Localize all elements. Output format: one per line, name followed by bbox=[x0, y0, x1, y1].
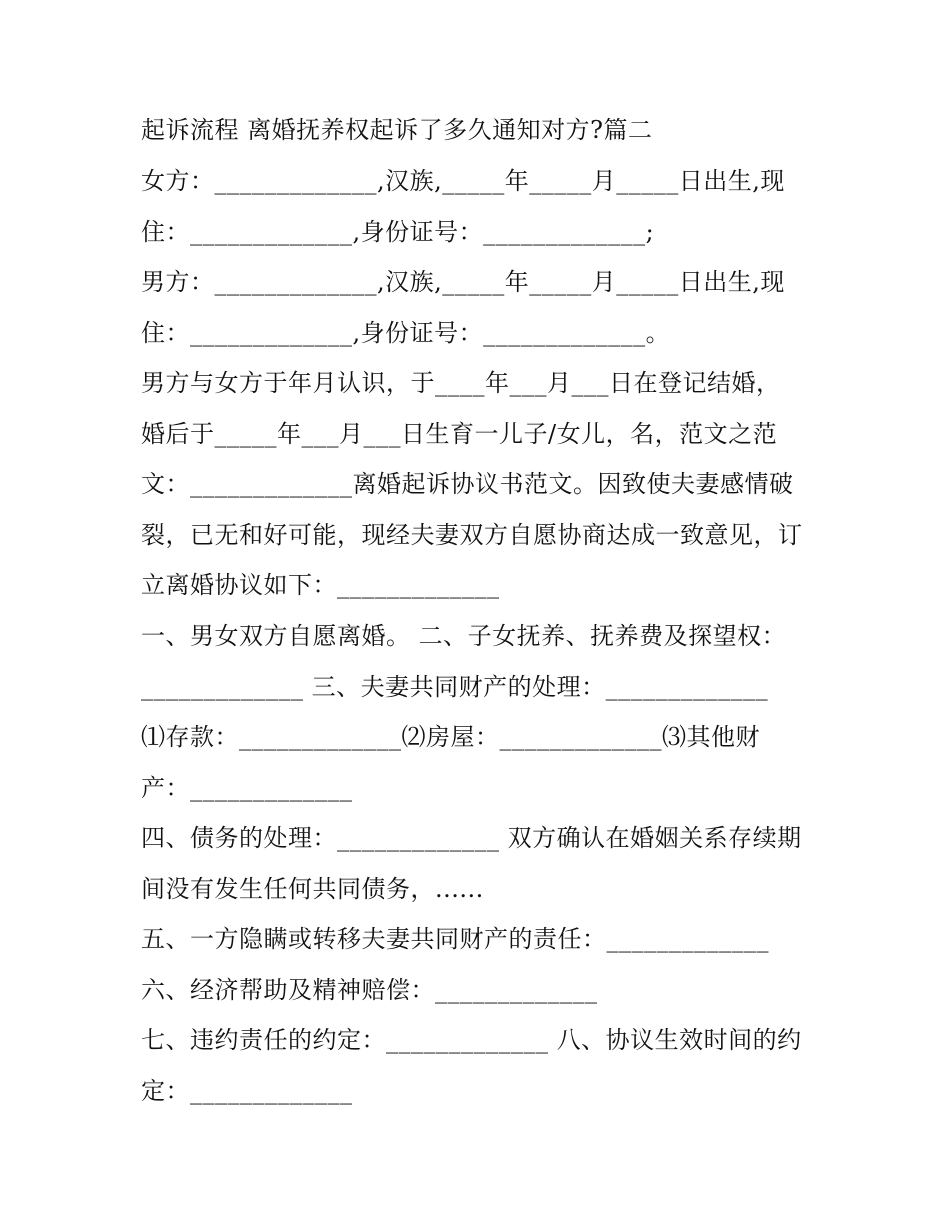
text-line: 婚后于_____年___月___日生育一儿子/女儿，名，范文之范 bbox=[141, 420, 778, 448]
text-line: 产：_____________ bbox=[141, 774, 353, 802]
text-line: 住：_____________,身份证号：_____________; bbox=[141, 218, 655, 246]
text-line: 定：_____________ bbox=[141, 1077, 353, 1105]
text-line: 四、债务的处理：_____________ 双方确认在婚姻关系存续期 bbox=[141, 824, 802, 852]
text-line: 立离婚协议如下：_____________ bbox=[141, 571, 500, 599]
text-line: 六、经济帮助及精神赔偿：_____________ bbox=[141, 976, 598, 1004]
text-line: 文：_____________离婚起诉协议书范文。因致使夫妻感情破 bbox=[141, 470, 794, 498]
document-title: 起诉流程 离婚抚养权起诉了多久通知对方?篇二 bbox=[141, 116, 653, 144]
text-line: 住：_____________,身份证号：_____________。 bbox=[141, 319, 671, 347]
text-line: 七、违约责任的约定：_____________ 八、协议生效时间的约 bbox=[141, 1026, 802, 1054]
text-line: 一、男女双方自愿离婚。 二、子女抚养、抚养费及探望权： bbox=[141, 622, 787, 650]
text-line: 男方：_____________,汉族,_____年_____月_____日出生,现 bbox=[141, 268, 785, 296]
text-line: 裂，已无和好可能，现经夫妻双方自愿协商达成一致意见，订 bbox=[141, 521, 803, 549]
text-line: 五、一方隐瞒或转移夫妻共同财产的责任：_____________ bbox=[141, 925, 769, 953]
text-line: 间没有发生任何共同债务，...... bbox=[141, 875, 484, 903]
text-line: _____________ 三、夫妻共同财产的处理：_____________ bbox=[141, 673, 769, 701]
text-line: 男方与女方于年月认识，于____年___月___日在登记结婚， bbox=[141, 369, 781, 397]
text-line: ⑴存款：_____________⑵房屋：_____________⑶其他财 bbox=[141, 723, 760, 751]
text-line: 女方：_____________,汉族,_____年_____月_____日出生,现 bbox=[141, 167, 785, 195]
